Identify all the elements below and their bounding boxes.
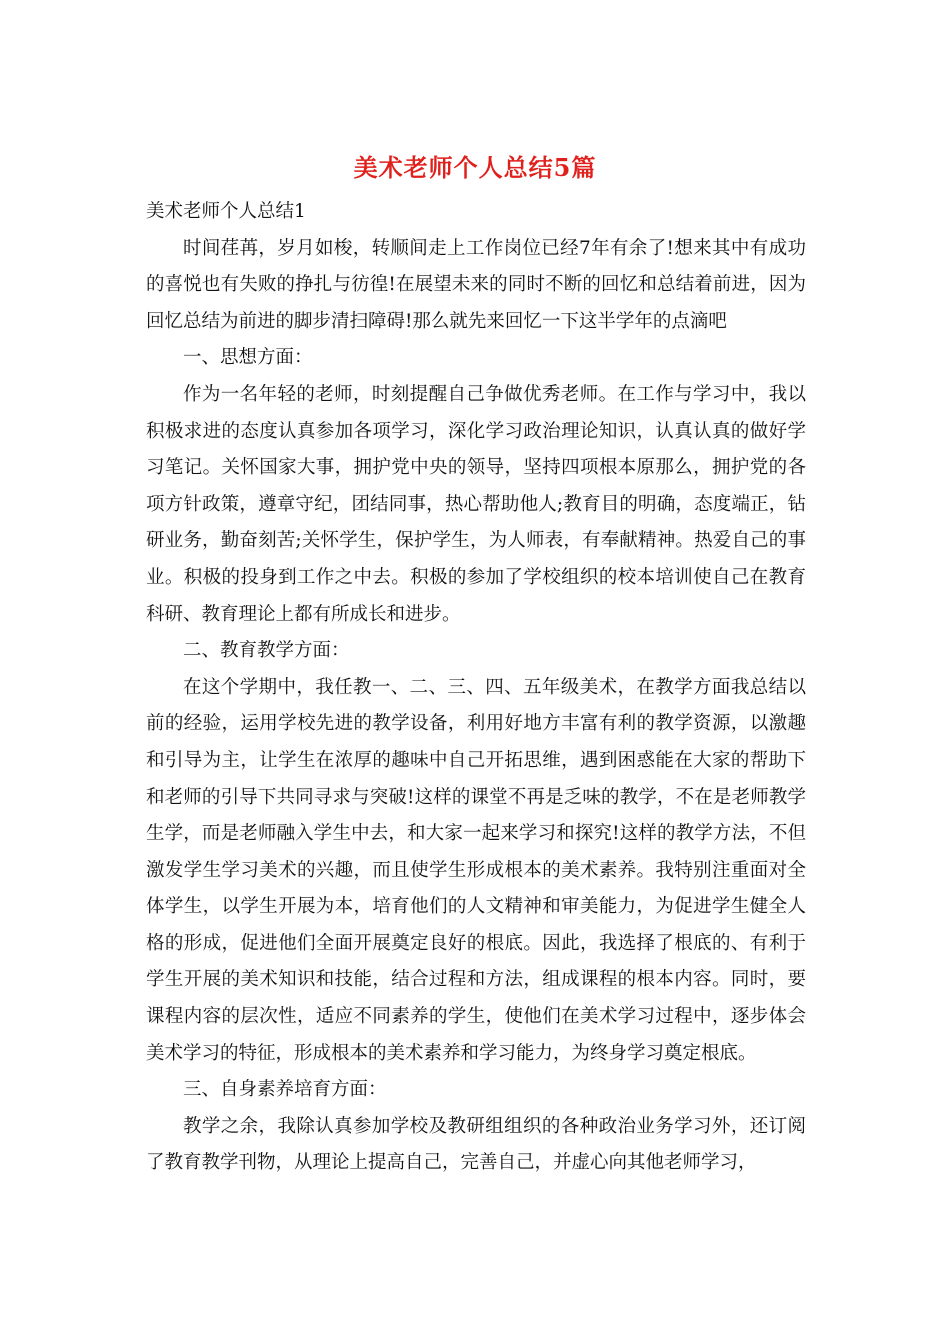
paragraph-intro: 时间荏苒，岁月如梭，转顺间走上工作岗位已经7年有余了!想来其中有成功的喜悦也有失败的挣扎与彷徨!在展望未来的同时不断的回忆和总结着前进，因为回忆总结为前进的脚步清扫障碍!那么就先来回忆一下这半学年的点滴吧 <box>146 237 806 332</box>
heading-self-development: 三、自身素养培育方面： <box>183 1079 387 1101</box>
document-body <box>146 194 806 1182</box>
paragraph-thought: 作为一名年轻的老师，时刻提醒自己争做优秀老师。在工作与学习中，我以积极求进的态度认真参加各项学习，深化学习政治理论知识，认真认真的做好学习笔记。关怀国家大事，拥护党中央的领导，坚持四项根本原那么，拥护党的各项方针政策，遵章守纪，团结同事，热心帮助他人;教育目的明确，态度端正，钻研业务，勤奋刻苦;关怀学生，保护学生，为人师表，有奉献精神。热爱自己的事业。积极的投身到工作之中去。积极的参加了学校组织的校本培训使自己在教育科研、教育理论上都有所成长和进步。 <box>146 383 806 625</box>
paragraph-teaching: 在这个学期中，我任教一、二、三、四、五年级美术，在教学方面我总结以前的经验，运用学校先进的教学设备，利用好地方丰富有利的教学资源，以激趣和引导为主，让学生在浓厚的趣味中自己开拓思维，遇到困惑能在大家的帮助下和老师的引导下共同寻求与突破!这样的课堂不再是乏味的教学，不在是老师教学生学，而是老师融入学生中去，和大家一起来学习和探究!这样的教学方法，不但激发学生学习美术的兴趣，而且使学生形成根本的美术素养。我特别注重面对全体学生，以学生开展为本，培育他们的人文精神和审美能力，为促进学生健全人格的形成，促进他们全面开展奠定良好的根底。因此，我选择了根底的、有利于学生开展的美术知识和技能，结合过程和方法，组成课程的根本内容。同时，要课程内容的层次性，适应不同素养的学生，使他们在美术学习过程中，逐步体会美术学习的特征，形成根本的美术素养和学习能力，为终身学习奠定根底。 <box>146 676 806 1064</box>
heading-thought: 一、思想方面： <box>183 347 313 369</box>
document-title: 美术老师个人总结5篇 <box>353 153 597 182</box>
paragraph-self-development: 教学之余，我除认真参加学校及教研组组织的各种政治业务学习外，还订阅了教育教学刊物，从理论上提高自己，完善自己，并虚心向其他老师学习， <box>146 1115 806 1174</box>
heading-teaching: 二、教育教学方面： <box>183 640 350 662</box>
section-subtitle: 美术老师个人总结1 <box>146 201 306 222</box>
